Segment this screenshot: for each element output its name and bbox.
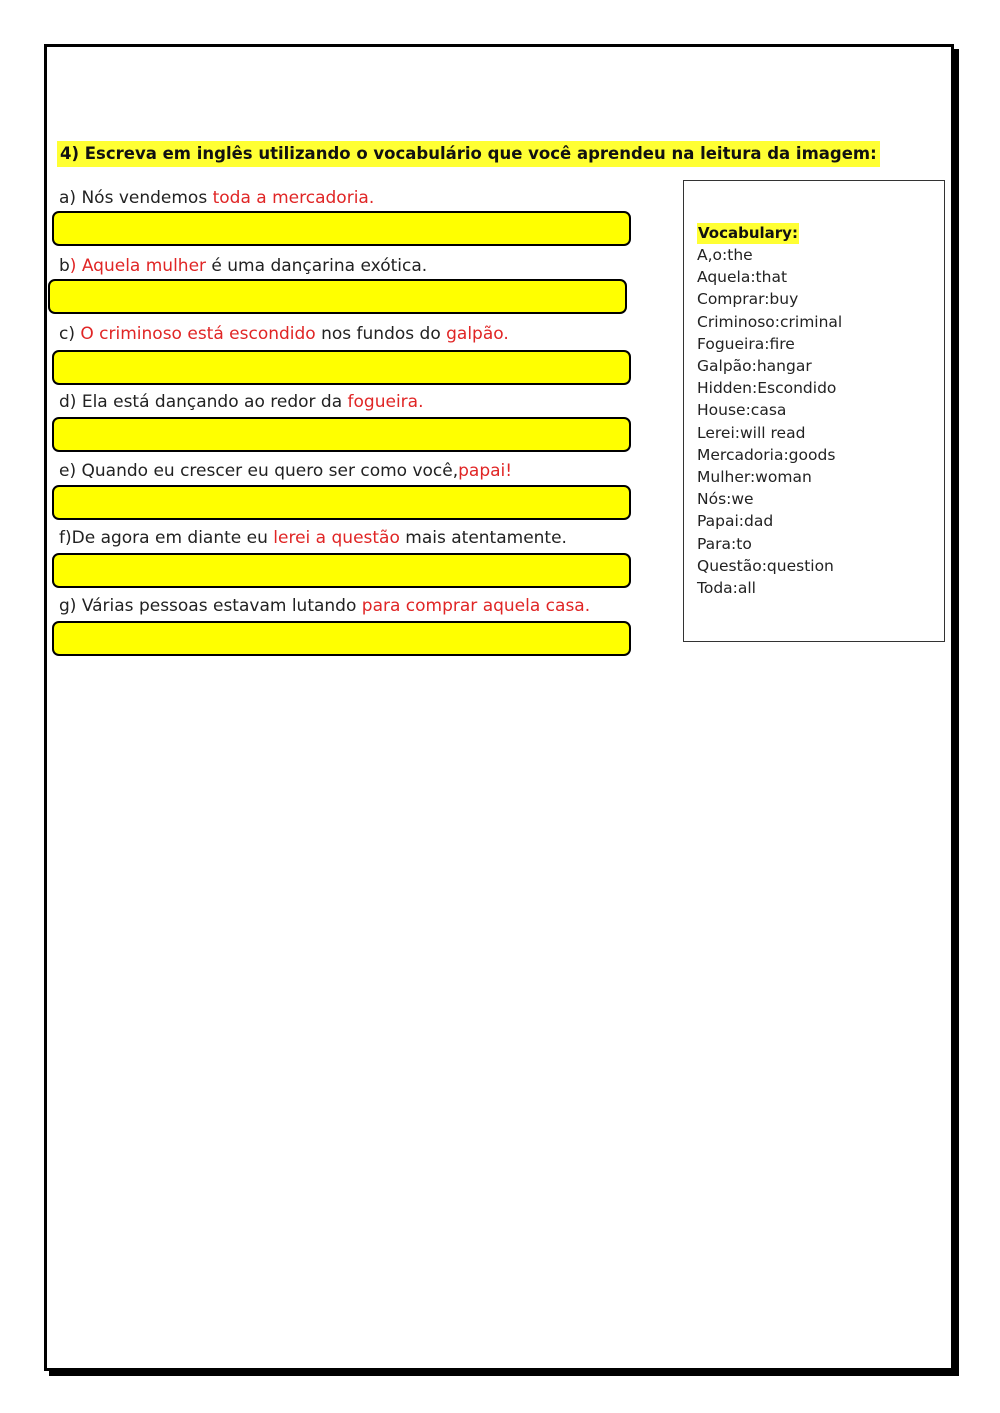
vocabulary-item: House:casa	[697, 401, 787, 420]
answer-box-g[interactable]	[52, 621, 631, 656]
question-e	[59, 460, 512, 482]
question-c-text-2: nos fundos do	[315, 324, 447, 344]
answer-box-e[interactable]	[52, 485, 631, 520]
vocabulary-item: Criminoso:criminal	[697, 312, 843, 331]
exercise-title: 4) Escreva em inglês utilizando o vocabulário que você aprendeu na leitura da imagem:	[57, 141, 880, 167]
vocabulary-item: Questão:question	[697, 556, 834, 575]
vocabulary-item: Mulher:woman	[697, 468, 812, 487]
answer-box-b[interactable]	[48, 279, 627, 314]
question-b-text: b	[59, 256, 70, 276]
question-d-keyword: fogueira.	[347, 392, 424, 412]
question-f-text-2: mais atentamente.	[399, 528, 567, 548]
question-c-keyword: O criminoso está escondido	[80, 324, 316, 344]
answer-box-c[interactable]	[52, 350, 631, 385]
vocabulary-title: Vocabulary:	[698, 224, 798, 242]
answer-box-d[interactable]	[52, 417, 631, 452]
question-b	[59, 255, 427, 277]
vocabulary-list	[697, 244, 944, 599]
vocabulary-item: Galpão:hangar	[697, 357, 812, 376]
question-c	[59, 323, 509, 345]
question-a-text: a) Nós vendemos	[59, 188, 213, 208]
question-g-keyword: para comprar aquela casa.	[361, 596, 591, 616]
question-c-text: c)	[59, 324, 81, 344]
vocabulary-item: Toda:all	[697, 579, 756, 598]
question-d	[59, 391, 423, 413]
question-e-text: e) Quando eu crescer eu quero ser como você,	[59, 461, 459, 481]
question-g-text: g) Várias pessoas estavam lutando	[59, 596, 362, 616]
question-b-keyword: ) Aquela mulher	[69, 256, 207, 276]
question-a-keyword: toda a mercadoria.	[212, 188, 375, 208]
answer-box-f[interactable]	[52, 553, 631, 588]
vocabulary-item: Papai:dad	[697, 512, 774, 531]
vocabulary-item: Nós:we	[697, 490, 754, 509]
vocabulary-item: Comprar:buy	[697, 290, 799, 309]
question-a	[59, 187, 374, 209]
question-f	[59, 527, 567, 549]
vocabulary-box	[683, 180, 945, 642]
vocabulary-item: A,o:the	[697, 246, 753, 264]
vocabulary-item: Aquela:that	[697, 268, 788, 287]
question-e-keyword: papai!	[458, 461, 513, 481]
vocabulary-item: Fogueira:fire	[697, 334, 795, 353]
question-b-text-2: é uma dançarina exótica.	[206, 256, 428, 276]
vocabulary-item: Para:to	[697, 534, 752, 553]
question-f-keyword: lerei a questão	[273, 528, 400, 548]
question-f-text: f)De agora em diante eu	[59, 528, 274, 548]
vocabulary-item: Hidden:Escondido	[697, 379, 837, 398]
question-d-text: d) Ela está dançando ao redor da	[59, 392, 348, 412]
vocabulary-item: Mercadoria:goods	[697, 445, 836, 464]
question-c-keyword-2: galpão.	[446, 324, 509, 344]
answer-box-a[interactable]	[52, 211, 631, 246]
question-g	[59, 595, 590, 617]
vocabulary-item: Lerei:will read	[697, 423, 806, 442]
